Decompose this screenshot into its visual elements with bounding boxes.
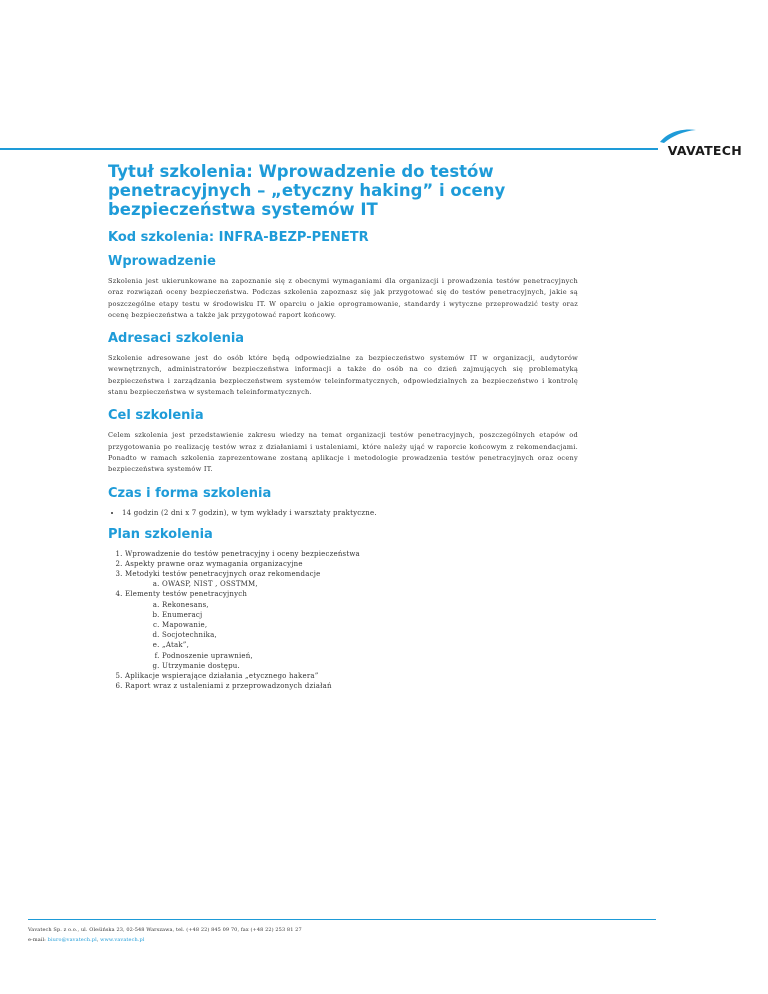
header-divider [0, 148, 658, 150]
list-item-label: Elementy testów penetracyjnych [125, 590, 248, 599]
list-item-label: Metodyki testów penetracyjnych oraz rekomendacje [125, 569, 321, 578]
audience-text: Szkolenie adresowane jest do osób które będą odpowiedzialne za bezpieczeństwo systemów IT w organizacji, audytorów wewnętrznych, administratorów bezpieczeństwa informacji a także do osób na co dzień zajmujących się problematyką bezpieczeństwa i zarządzania bezpieczeństwem systemów teleinformatycznych, odpowiedzialnych za bezpieczeństwo i kontrolę stanu bezpieczeństwa w systemach teleinformatycznych. [108, 354, 578, 397]
logo-text: VAVATECH [667, 143, 742, 158]
list-item [125, 569, 578, 589]
list-item: 5. Aplikacje wspierające działania „etycznego hakera” [125, 671, 578, 681]
audience-heading: Adresaci szkolenia [108, 331, 245, 347]
sub-list [125, 579, 578, 589]
vavatech-logo [640, 136, 742, 158]
list-item: c. Mapowanie, [162, 620, 578, 630]
list-item: g. Utrzymanie dostępu. [162, 661, 578, 671]
footer-divider [28, 919, 656, 920]
training-code: Kod szkolenia: INFRA-BEZP-PENETR [108, 230, 369, 245]
goal-text: Celem szkolenia jest przedstawienie zakresu wiedzy na temat organizacji testów penetracyjnych, poszczególnych etapów od przygotowania po realizację testów wraz z działaniami i ustaleniami, które należy ująć w raporcie końcowym z rekomendacjami. Ponadto w ramach szkolenia zaprezentowane zostaną aplikacje i metodologie prowadzenia testów penetracyjnych oraz oceny bezpieczeństwa systemów IT. [108, 431, 578, 474]
intro-heading: Wprowadzenie [108, 254, 216, 269]
footer [28, 925, 648, 945]
list-item: 6. Raport wraz z ustaleniami z przeprowadzonych działań [125, 681, 578, 691]
document-body [108, 162, 578, 691]
list-item: 2. Aspekty prawne oraz wymagania organizacyjne [125, 559, 578, 569]
email-link[interactable]: biuro@vavatech.pl [47, 937, 97, 943]
list-item [125, 589, 578, 671]
list-item: b. Enumeracj [162, 610, 578, 620]
sub-list [125, 600, 578, 671]
footer-contact [28, 935, 648, 945]
intro-text: Szkolenia jest ukierunkowane na zapoznanie się z obecnymi wymaganiami dla organizacji i prowadzenia testów penetracyjnych oraz rozwiązań oceny bezpieczeństwa. Podczas szkolenia zapoznasz się jak przygotować się do testów penetracyjnych, jakie są poszczególne etapy testu w środowisku IT. W oparciu o jakie oprogramowanie, standardy i wytyczne przeprowadzić testy oraz ocenę bezpieczeństwa a także jak przygotować raport końcowy. [108, 277, 578, 319]
list-item: 1. Wprowadzenie do testów penetracyjny i oceny bezpieczeństwa [125, 549, 578, 559]
list-item: d. Socjotechnika, [162, 630, 578, 640]
list-item: a. OWASP, NIST , OSSTMM, [162, 579, 578, 589]
email-label: e-mail: [28, 937, 48, 943]
list-item: • 14 godzin (2 dni x 7 godzin), w tym wykłady i warsztaty praktyczne. [122, 508, 578, 519]
plan-list [108, 549, 578, 692]
logo-swoosh-icon [658, 128, 698, 144]
time-heading: Czas i forma szkolenia [108, 485, 272, 501]
plan-heading: Plan szkolenia [108, 526, 213, 542]
contact-separator: , [96, 937, 101, 943]
goal-heading: Cel szkolenia [108, 408, 204, 424]
list-item: a. Rekonesans, [162, 600, 578, 610]
list-item: e. „Atak”, [162, 640, 578, 650]
website-link[interactable]: www.vavatech.pl [100, 937, 145, 943]
time-list [108, 508, 578, 519]
list-item: f. Podnoszenie uprawnień, [162, 651, 578, 661]
footer-address: Vavatech Sp. z o.o., ul. Oleśińska 23, 02-548 Warszawa, tel. (+48 22) 845 09 70, fax (+48 22) 253 81 27 [28, 927, 302, 933]
document-title: Tytuł szkolenia: Wprowadzenie do testów penetracyjnych – „etyczny haking” i oceny bezpieczeństwa systemów IT [108, 162, 506, 219]
